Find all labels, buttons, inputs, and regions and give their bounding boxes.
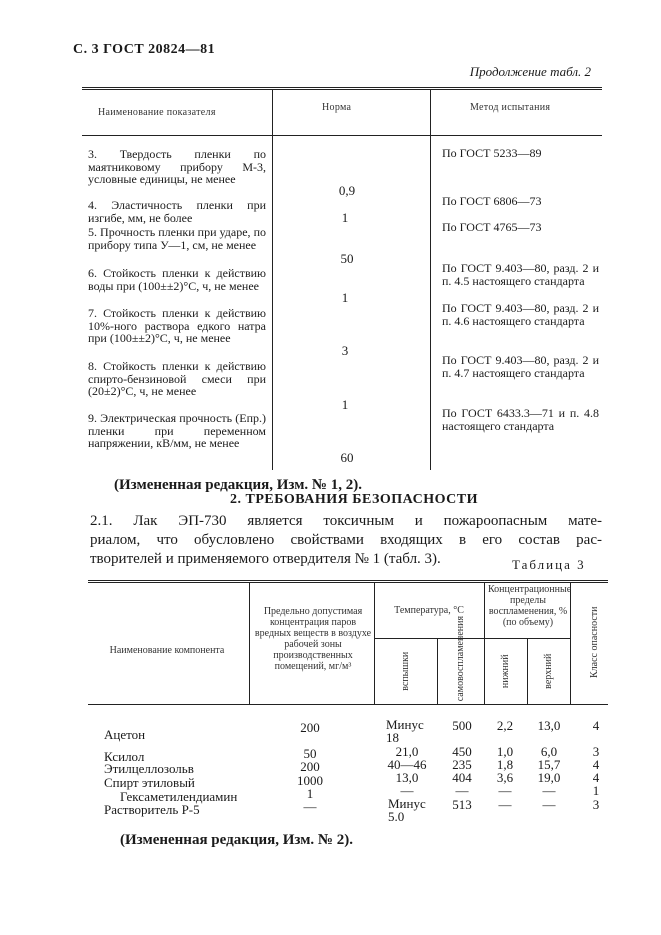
t2-indicator-7: 7. Стойкость пленки к действию 10%-ного раствора едкого натра при (100±±2)°С, ч, не менее [88, 306, 266, 346]
t2-norm-6: 1 [341, 290, 349, 305]
t2-norm-9: 60 [340, 450, 354, 465]
t3-row-class: 4 [592, 718, 600, 733]
t2-method-9: По ГОСТ 6433.3—71 и п. 4.8 настоящего стандарта [442, 406, 599, 433]
t3-row-flash: Минус 5.0 [388, 796, 426, 824]
t3-row-class: 4 [592, 770, 600, 785]
t2-indicator-5: 5. Прочность пленки при ударе, по прибору типа У—1, см, не менее [88, 225, 266, 252]
t3-row-name: Гексаметилендиамин [120, 789, 238, 804]
table-3-caption: Таблица 3 [512, 557, 586, 572]
t3-row-flash: 40—46 [387, 757, 427, 772]
t2-method-5: По ГОСТ 4765—73 [442, 220, 542, 234]
t3-header-component: Наименование компонента [109, 645, 225, 656]
t3-header-mac: Предельно допустимая концентрация паров вредных веществ в воздухе рабочей зоны производственных помещений, мг/м³ [254, 606, 372, 672]
t3-row-class: 1 [592, 783, 600, 798]
t3-header-limits: Концентрационные пределы воспламенения, % (по объему) [488, 584, 572, 628]
paragraph-line-2: риалом, что обусловлено свойствами входящих в его состав рас- [90, 532, 602, 548]
t3-row-lower: 1,0 [496, 744, 514, 759]
t3-row-flash: — [400, 783, 414, 798]
t3-row-lower: 1,8 [496, 757, 514, 772]
paragraph-line-3: творителей и применяемого отвердителя № 1 (табл. 3). [90, 551, 441, 567]
t3-row-name: Растворитель Р-5 [104, 802, 200, 817]
t2-method-3: По ГОСТ 5233—89 [442, 146, 542, 160]
t2-method-4: По ГОСТ 6806—73 [442, 194, 542, 208]
t3-row-class: 4 [592, 757, 600, 772]
page-header: С. 3 ГОСТ 20824—81 [73, 42, 216, 57]
t3-row-upper: 15,7 [537, 757, 561, 772]
t3-row-name: Этилцеллозольв [104, 761, 194, 776]
t3-row-name: Ксилол [104, 749, 145, 764]
t2-indicator-4: 4. Эластичность пленки при изгибе, мм, не более [88, 198, 266, 225]
t3-row-mac: 1 [306, 786, 314, 801]
t3-row-auto: 513 [452, 797, 472, 812]
t3-row-auto: 235 [452, 757, 472, 772]
t2-method-7: По ГОСТ 9.403—80, разд. 2 и п. 4.6 настоящего стандарта [442, 301, 599, 328]
t3-row-upper: 13,0 [537, 718, 561, 733]
revision-note-2: (Измененная редакция, Изм. № 2). [120, 832, 354, 848]
t2-norm-3: 0,9 [338, 183, 356, 198]
t2-norm-4: 1 [341, 210, 349, 225]
t2-indicator-3: 3. Твердость пленки по маятниковому прибору М-3, условные единицы, не менее [88, 147, 266, 187]
t2-norm-8: 1 [341, 397, 349, 412]
t3-row-auto: 500 [452, 718, 472, 733]
t3-row-upper: 19,0 [537, 770, 561, 785]
t3-header-upper: верхний [542, 653, 554, 689]
t2-header-norm: Норма [322, 102, 352, 113]
t3-row-lower: 3,6 [496, 770, 514, 785]
t3-row-flash: 21,0 [395, 744, 419, 759]
continuation-label: Продолжение табл. 2 [469, 64, 591, 79]
paragraph-line-1: 2.1. Лак ЭП-730 является токсичным и пожароопасным мате- [90, 513, 602, 529]
t3-row-lower: — [498, 783, 512, 798]
t3-row-class: 3 [592, 744, 600, 759]
t3-row-auto: 404 [452, 770, 472, 785]
t3-header-lower: нижний [499, 654, 511, 689]
t3-header-temperature: Температура, °С [394, 605, 464, 616]
section-title: 2. ТРЕБОВАНИЯ БЕЗОПАСНОСТИ [230, 492, 478, 507]
t3-row-auto: — [455, 783, 469, 798]
t3-row-mac: 1000 [297, 773, 323, 788]
t3-row-lower: 2,2 [496, 718, 514, 733]
t3-row-mac: 200 [300, 759, 320, 774]
t3-row-lower: — [498, 797, 512, 812]
t3-row-flash: 13,0 [395, 770, 419, 785]
t3-header-hazard: Класс опасности [588, 606, 600, 678]
t2-method-6: По ГОСТ 9.403—80, разд. 2 и п. 4.5 настоящего стандарта [442, 261, 599, 288]
t2-method-8: По ГОСТ 9.403—80, разд. 2 и п. 4.7 настоящего стандарта [442, 353, 599, 380]
t3-row-upper: — [542, 797, 556, 812]
t3-row-mac: 50 [303, 746, 317, 761]
t2-norm-5: 50 [340, 251, 354, 266]
t3-header-flash: вспышки [399, 651, 411, 691]
t2-header-indicator: Наименование показателя [98, 107, 216, 118]
t2-indicator-6: 6. Стойкость пленки к действию воды при (100±±2)°С, ч, не менее [88, 266, 266, 293]
t3-row-upper: — [542, 783, 556, 798]
t2-norm-7: 3 [341, 343, 349, 358]
t3-row-flash: Минус 18 [386, 717, 424, 745]
t3-row-mac: — [303, 799, 317, 814]
t3-header-autoignition: самовоспламенения [454, 615, 466, 702]
t2-header-method: Метод испытания [470, 102, 551, 113]
t3-row-class: 3 [592, 797, 600, 812]
revision-note-1: (Измененная редакция, Изм. № 1, 2). [114, 477, 363, 493]
t3-row-upper: 6,0 [540, 744, 558, 759]
t2-indicator-8: 8. Стойкость пленки к действию спирто-бензиновой смеси при (20±2)°С, ч, не менее [88, 359, 266, 399]
t3-row-name: Ацетон [104, 727, 146, 742]
t2-indicator-9: 9. Электрическая прочность (Eпр.) пленки при переменном напряжении, кВ/мм, не менее [88, 411, 266, 451]
t3-row-mac: 200 [300, 720, 320, 735]
t3-row-auto: 450 [452, 744, 472, 759]
t3-row-name: Спирт этиловый [104, 775, 195, 790]
